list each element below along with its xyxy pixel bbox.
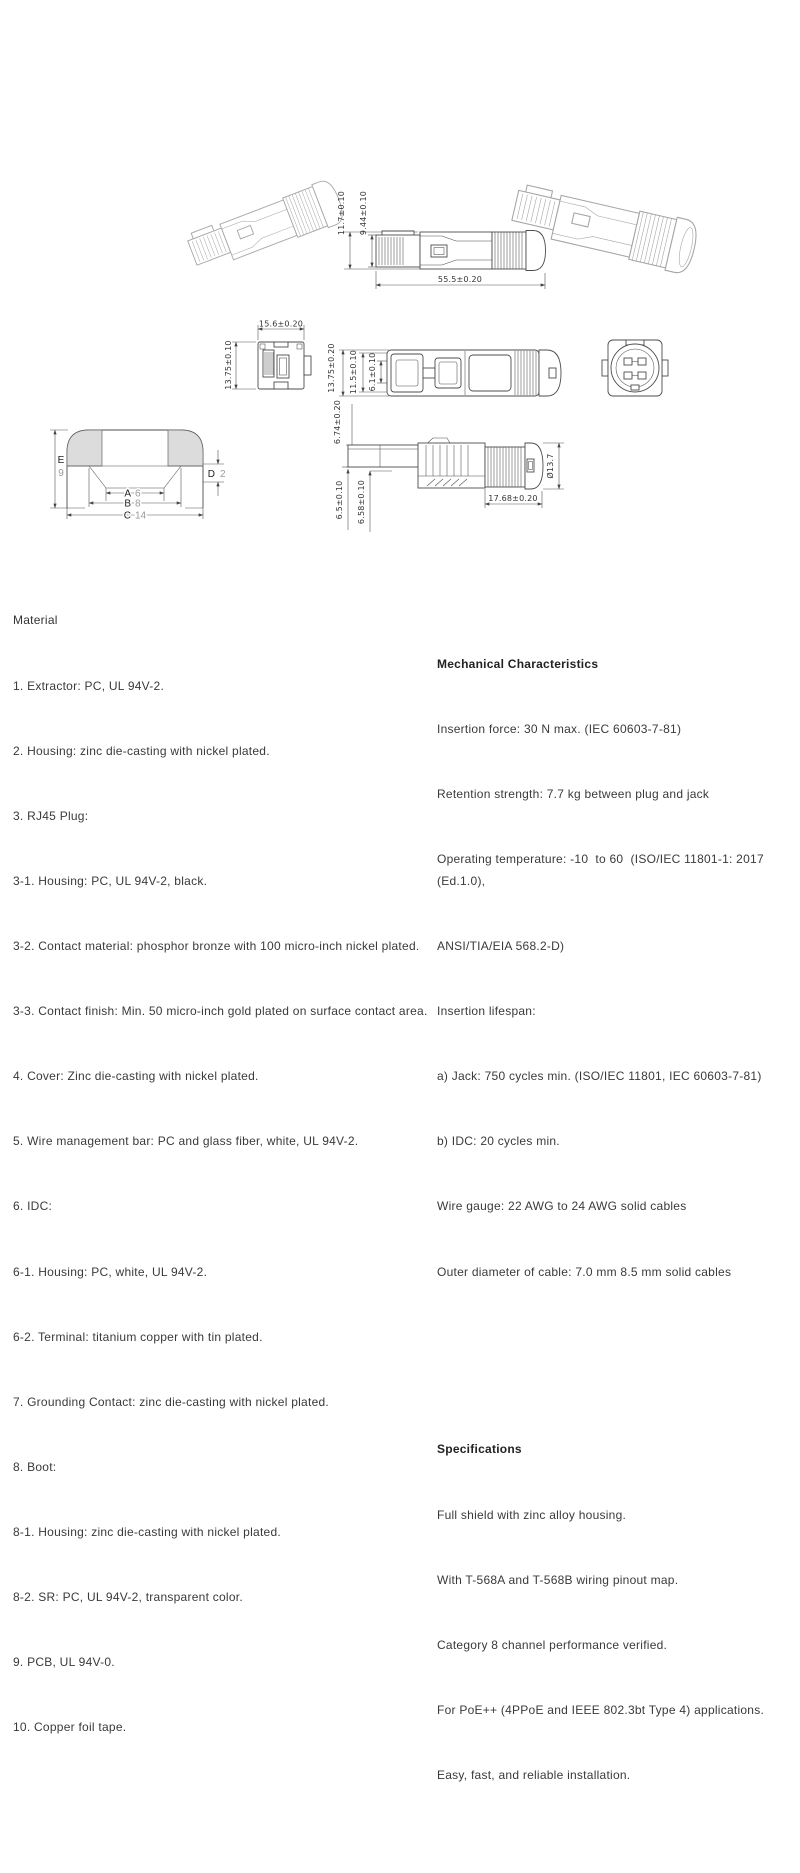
dim-front-height: 13.75±0.10 — [224, 340, 233, 390]
specification-item: Easy, fast, and reliable installation. — [437, 1767, 631, 1782]
specification-item: For PoE++ (4PPoE and IEEE 802.3bt Type 4) applications. — [437, 1702, 765, 1717]
material-item: 8-1. Housing: zinc die-casting with nickel plated. — [13, 1524, 281, 1539]
dim-boot-B-value: 8 — [135, 498, 141, 510]
specifications-section — [437, 1396, 789, 1830]
material-item: 6-1. Housing: PC, white, UL 94V-2. — [13, 1264, 208, 1279]
dim-boot-D-value: 2 — [220, 469, 226, 480]
dim-length-total: 55.5±0.20 — [437, 275, 483, 284]
dim-height-total: 11.7±0.10 — [337, 190, 346, 236]
top-view-drawing — [325, 330, 577, 404]
material-item: 8-2. SR: PC, UL 94V-2, transparent color. — [13, 1590, 243, 1605]
material-section — [13, 567, 437, 1782]
material-item: 8. Boot: — [13, 1459, 57, 1474]
dim-boot-E-letter: E — [57, 455, 65, 466]
specification-item: Category 8 channel performance verified. — [437, 1637, 668, 1652]
front-view-drawing — [222, 316, 327, 402]
specifications-heading: Specifications — [437, 1442, 522, 1457]
dim-top-inner-width: 11.5±0.10 — [349, 349, 358, 395]
material-item: 3-3. Contact finish: Min. 50 micro-inch gold plated on surface contact area. — [13, 1004, 428, 1019]
dim-sv2-boot-length: 17.68±0.20 — [488, 494, 538, 503]
material-item: 1. Extractor: PC, UL 94V-2. — [13, 678, 165, 693]
material-item: 5. Wire management bar: PC and glass fiber, white, UL 94V-2. — [13, 1134, 359, 1149]
specification-item: With T-568A and T-568B wiring pinout map. — [437, 1572, 679, 1587]
dim-height-plug: 9.44±0.10 — [359, 190, 368, 236]
dim-sv2-cap-diameter: Ø13.7 — [546, 453, 555, 479]
side-view-2-drawing — [326, 398, 578, 568]
mechanical-item: Wire gauge: 22 AWG to 24 AWG solid cables — [437, 1199, 687, 1214]
mechanical-item: Insertion lifespan: — [437, 1004, 536, 1019]
side-view-drawing — [330, 188, 580, 302]
dim-boot-C-letter: C — [123, 510, 131, 522]
material-item: 3-2. Contact material: phosphor bronze with 100 micro-inch nickel plated. — [13, 938, 420, 953]
specification-item: Full shield with zinc alloy housing. — [437, 1507, 627, 1522]
dim-sv2-height-2: 6.58±0.10 — [357, 479, 366, 525]
dim-top-height: 13.75±0.20 — [327, 343, 336, 393]
mechanical-item: Insertion force: 30 N max. (IEC 60603-7-81) — [437, 721, 682, 736]
material-item: 6. IDC: — [13, 1199, 53, 1214]
dim-boot-E-value: 9 — [58, 468, 64, 479]
mechanical-section — [437, 610, 789, 1326]
mechanical-item: ANSI/TIA/EIA 568.2-D) — [437, 938, 565, 953]
material-item: 9. PCB, UL 94V-0. — [13, 1655, 115, 1670]
dim-boot-A-letter: A — [124, 488, 131, 500]
dim-top-contact-width: 6.1±0.10 — [368, 352, 377, 392]
material-item: 3. RJ45 Plug: — [13, 808, 89, 823]
boot-section-drawing — [42, 416, 234, 538]
mechanical-heading: Mechanical Characteristics — [437, 656, 599, 671]
mechanical-item: Retention strength: 7.7 kg between plug and jack — [437, 787, 710, 802]
material-heading: Material — [13, 613, 58, 628]
dim-boot-D-letter: D — [207, 469, 215, 480]
material-item: 3-1. Housing: PC, UL 94V-2, black. — [13, 873, 208, 888]
material-item: 7. Grounding Contact: zinc die-casting with nickel plated. — [13, 1394, 329, 1409]
mechanical-item: Outer diameter of cable: 7.0 mm 8.5 mm solid cables — [437, 1264, 732, 1279]
material-item: 10. Copper foil tape. — [13, 1720, 127, 1735]
mechanical-item: Operating temperature: -10 to 60 (ISO/IEC 11801-1: 2017 (Ed.1.0), — [437, 852, 768, 888]
material-item: 2. Housing: zinc die-casting with nickel plated. — [13, 743, 270, 758]
rear-view-drawing — [594, 334, 676, 406]
dim-boot-A-value: 6 — [135, 488, 141, 500]
dim-boot-B-letter: B — [124, 498, 131, 510]
material-item: 4. Cover: Zinc die-casting with nickel plated. — [13, 1069, 259, 1084]
mechanical-item: a) Jack: 750 cycles min. (ISO/IEC 11801, IEC 60603-7-81) — [437, 1069, 762, 1084]
dim-front-width: 15.6±0.20 — [258, 319, 304, 329]
right-column — [437, 567, 789, 1873]
dim-boot-C-value: 14 — [135, 510, 147, 522]
material-item: 6-2. Terminal: titanium copper with tin plated. — [13, 1329, 263, 1344]
dim-sv2-height-1: 6.5±0.10 — [335, 480, 344, 520]
mechanical-item: b) IDC: 20 cycles min. — [437, 1134, 560, 1149]
dim-sv2-height-top: 6.74±0.20 — [333, 399, 342, 445]
